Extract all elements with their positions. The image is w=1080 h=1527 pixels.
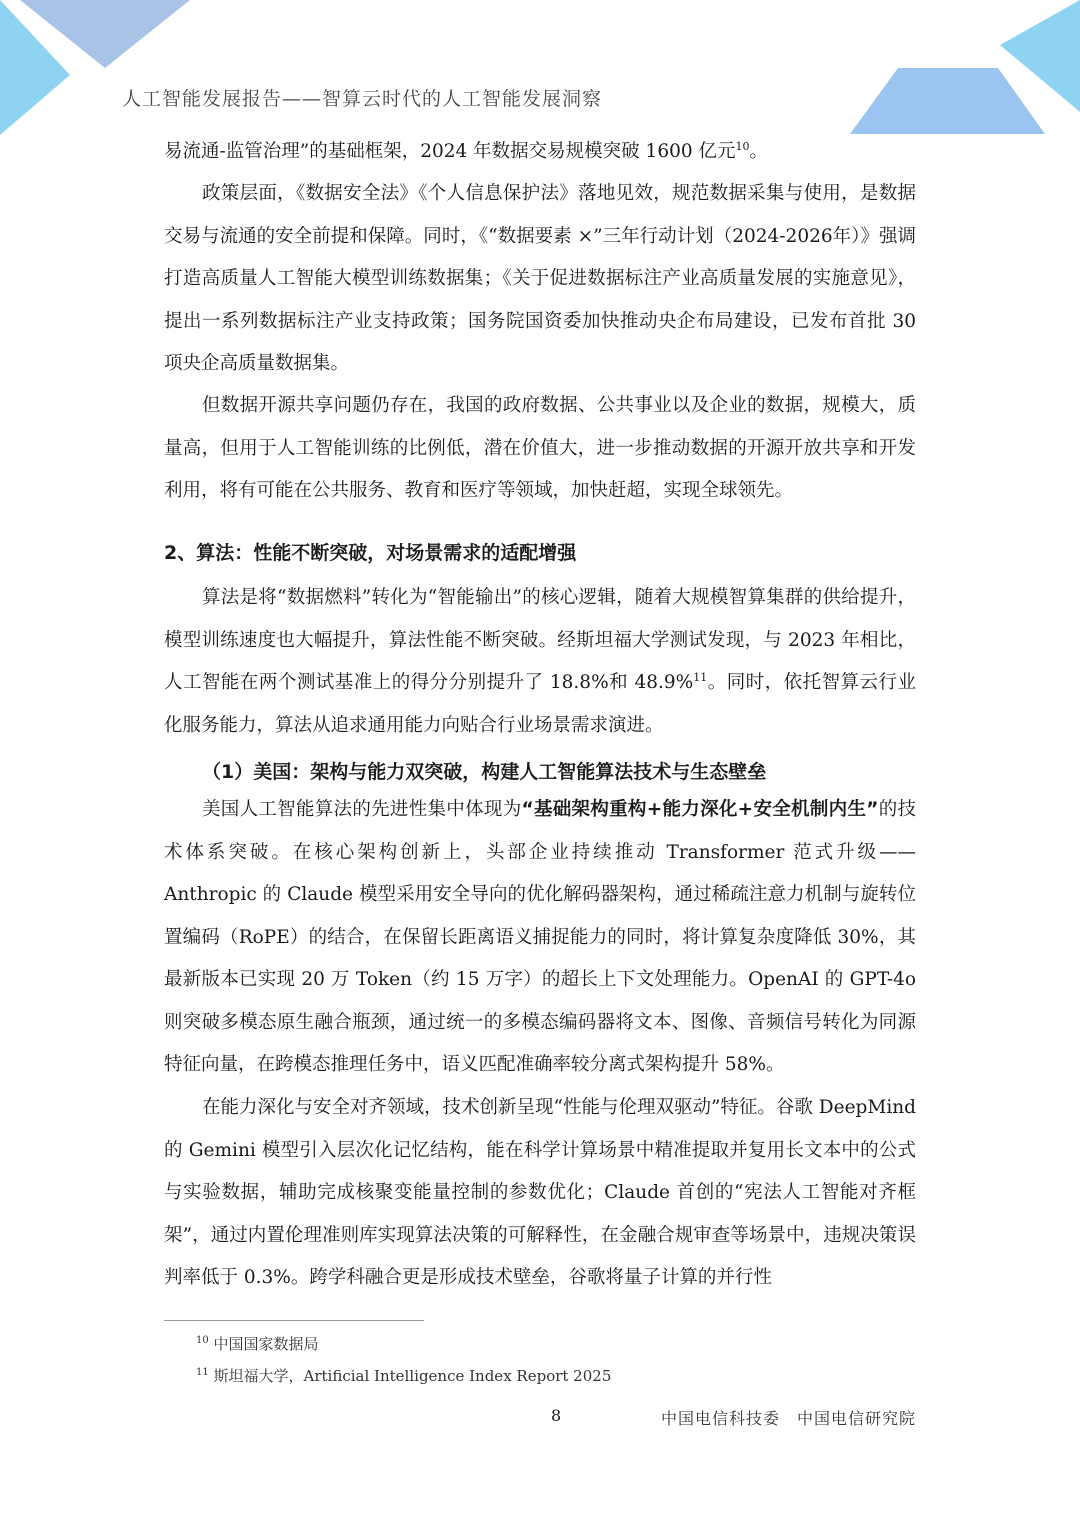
paragraph-algorithm: 算法是将“数据燃料”转化为“智能输出”的核心逻辑，随着大规模智算集群的供给提升，模型训练速度也大幅提升，算法性能不断突破。经斯坦福大学测试发现，与 2023 年相比，人工智能在两个测试基准上的得分分别提升了 18.8%和 48.9%$^{11}$。同时，依托智算云行业化服务能力，算法从追求通用能力向贴合行业场景需求演进。: [164, 587, 916, 736]
bold-emphasis: “基础架构重构+能力深化+安全机制内生”: [521, 799, 879, 820]
paragraph-policy: 政策层面，《数据安全法》《个人信息保护法》落地见效，规范数据采集与使用，是数据交易与流通的安全前提和保障。同时，《“数据要素 ×”三年行动计划（2024-2026年）》强调打造高质量人工智能大模型训练数据集；《关于促进数据标注产业高质量发展的实施意见》，提出一系列数据标注产业支持政策；国务院国资委加快推动央企布局建设，已发布首批 30 项央企高质量数据集。: [164, 183, 916, 374]
report-header-title: 人工智能发展报告——智算云时代的人工智能发展洞察: [122, 88, 603, 110]
section-heading-algorithm: 2、算法：性能不断突破，对场景需求的适配增强: [164, 542, 577, 564]
footnote-10: $^{10}$ 中国国家数据局: [196, 1335, 319, 1353]
footnote-11: $^{11}$ 斯坦福大学，Artificial Intelligence Index Report 2025: [196, 1367, 612, 1385]
paragraph-capability-safety: 在能力深化与安全对齐领域，技术创新呈现“性能与伦理双驱动”特征。谷歌 DeepMind 的 Gemini 模型引入层次化记忆结构，能在科学计算场景中精准提取并复用长文本中的公式与实验数据，辅助完成核聚变能量控制的参数优化；Claude 首创的“宪法人工智能对齐框架”，通过内置伦理准则库实现算法决策的可解释性，在金融合规审查等场景中，违规决策误判率低于 0.3%。跨学科融合更是形成技术壁垒，谷歌将量子计算的并行性: [164, 1097, 916, 1288]
footer-organizations: 中国电信科技委 中国电信研究院: [660, 1409, 916, 1428]
footnote-ref-10[interactable]: 10: [735, 139, 750, 153]
deco-trapezoid: [850, 68, 1045, 134]
footnote-divider: [164, 1320, 424, 1321]
page-number: 8: [551, 1406, 562, 1425]
subsection-heading-usa: （1）美国：架构与能力双突破，构建人工智能算法技术与生态壁垒: [202, 761, 767, 783]
corner-decoration-left: [0, 0, 200, 140]
paragraph-open-data: 但数据开源共享问题仍存在，我国的政府数据、公共事业以及企业的数据，规模大，质量高，但用于人工智能训练的比例低，潜在价值大，进一步推动数据的开源开放共享和开发利用，将有可能在公共服务、教育和医疗等领域，加快赶超，实现全球领先。: [164, 395, 916, 501]
paragraph-continuation: 易流通-监管治理”的基础框架，2024 年数据交易规模突破 1600 亿元$^{10}$。: [164, 139, 769, 162]
paragraph-usa-architecture: 美国人工智能算法的先进性集中体现为“基础架构重构+能力深化+安全机制内生”的技术体系突破。在核心架构创新上，头部企业持续推动 Transformer 范式升级——Anthropic 的 Claude 模型采用安全导向的优化解码器架构，通过稀疏注意力机制与旋转位置编码（RoPE）的结合，在保留长距离语义捕捉能力的同时，将计算复杂度降低 30%，其最新版本已实现 20 万 Token（约 15 万字）的超长上下文处理能力。OpenAI 的 GPT-4o 则突破多模态原生融合瓶颈，通过统一的多模态编码器将文本、图像、音频信号转化为同源特征向量，在跨模态推理任务中，语义匹配准确率较分离式架构提升 58%。: [164, 799, 916, 1075]
footnote-ref-11[interactable]: 11: [693, 670, 708, 684]
corner-decoration-right: [840, 0, 1080, 140]
